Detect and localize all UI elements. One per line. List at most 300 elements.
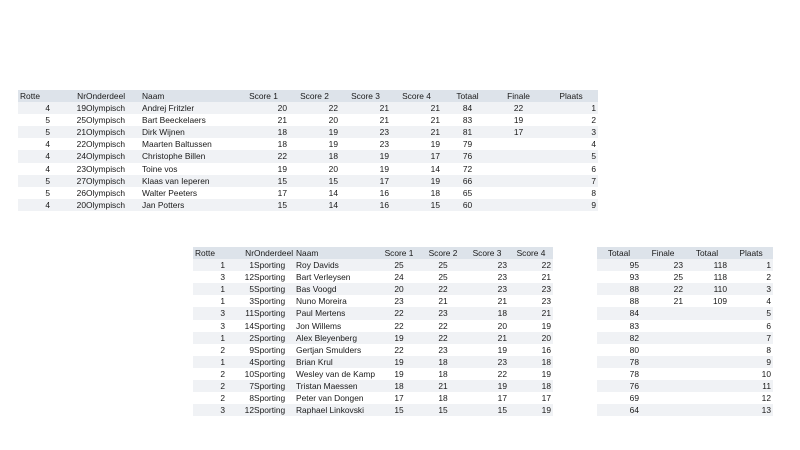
cell-rotte: 3: [193, 404, 227, 416]
cell-finale: [493, 150, 544, 162]
cell-totaal: 84: [597, 307, 641, 319]
cell-onderdeel: Sporting: [254, 404, 294, 416]
cell-naam: Walter Peeters: [140, 187, 238, 199]
cell-score-4: 16: [509, 344, 553, 356]
header-totaal: Totaal: [597, 247, 641, 259]
cell-totaal: 79: [442, 138, 493, 150]
cell-score-3: 23: [340, 126, 391, 138]
cell-gap: [553, 259, 597, 271]
cell-score-4: 22: [509, 259, 553, 271]
cell-score-3: 18: [465, 307, 509, 319]
cell-totaal-2: [685, 344, 729, 356]
cell-score-3: 20: [465, 320, 509, 332]
cell-score-4: 15: [391, 199, 442, 211]
cell-nr: 12: [227, 404, 254, 416]
cell-plaats: 2: [729, 271, 773, 283]
cell-naam: Bart Verleysen: [294, 271, 377, 283]
cell-score-4: 18: [509, 380, 553, 392]
sporting-table: [193, 247, 773, 416]
cell-plaats: 1: [544, 102, 598, 114]
cell-naam: Gertjan Smulders: [294, 344, 377, 356]
cell-score-4: 17: [391, 150, 442, 162]
cell-naam: Bas Voogd: [294, 283, 377, 295]
cell-plaats: 8: [729, 344, 773, 356]
header-finale: Finale: [641, 247, 685, 259]
cell-gap: [553, 320, 597, 332]
cell-gap: [553, 271, 597, 283]
cell-finale: [641, 332, 685, 344]
cell-totaal-2: 118: [685, 271, 729, 283]
cell-score-1: 22: [377, 344, 421, 356]
cell-rotte: 3: [193, 307, 227, 319]
cell-plaats: 11: [729, 380, 773, 392]
cell-plaats: 9: [544, 199, 598, 211]
header-totaal-2: Totaal: [685, 247, 729, 259]
cell-score-1: 24: [377, 271, 421, 283]
cell-plaats: 2: [544, 114, 598, 126]
cell-totaal-2: [685, 380, 729, 392]
cell-totaal: 64: [597, 404, 641, 416]
cell-score-2: 20: [289, 114, 340, 126]
header-onderdeel: Onderdeel: [254, 248, 294, 258]
cell-finale: 22: [641, 283, 685, 295]
cell-score-4: 20: [509, 332, 553, 344]
table-row: [193, 368, 773, 380]
cell-score-4: 23: [509, 283, 553, 295]
cell-score-1: 19: [238, 163, 289, 175]
table-row: [18, 126, 598, 138]
cell-nr: 23: [52, 163, 86, 175]
cell-naam: Raphael Linkovski: [294, 404, 377, 416]
cell-rotte: 1: [193, 295, 227, 307]
cell-nr: 9: [227, 344, 254, 356]
cell-totaal-2: [685, 404, 729, 416]
cell-finale: [641, 392, 685, 404]
table-row: [18, 163, 598, 175]
cell-score-2: 22: [289, 102, 340, 114]
cell-totaal: 72: [442, 163, 493, 175]
table-row: [18, 114, 598, 126]
cell-finale: 19: [493, 114, 544, 126]
cell-plaats: 5: [544, 150, 598, 162]
cell-onderdeel: Sporting: [254, 380, 294, 392]
cell-naam: Paul Mertens: [294, 307, 377, 319]
cell-totaal: 69: [597, 392, 641, 404]
cell-score-2: 21: [421, 295, 465, 307]
cell-score-3: 16: [340, 199, 391, 211]
cell-rotte: 1: [193, 332, 227, 344]
cell-onderdeel: Olympisch: [86, 150, 140, 162]
cell-score-1: 19: [377, 332, 421, 344]
cell-nr: 25: [52, 114, 86, 126]
cell-onderdeel: Sporting: [254, 320, 294, 332]
cell-plaats: 10: [729, 368, 773, 380]
cell-rotte: 4: [18, 102, 52, 114]
cell-totaal-2: [685, 392, 729, 404]
table-row: [18, 138, 598, 150]
cell-finale: [641, 380, 685, 392]
table-row: [18, 150, 598, 162]
cell-naam: Toine vos: [140, 163, 238, 175]
cell-score-2: 25: [421, 271, 465, 283]
cell-score-4: 19: [509, 368, 553, 380]
cell-score-1: 19: [377, 368, 421, 380]
cell-plaats: 1: [729, 259, 773, 271]
cell-gap: [553, 380, 597, 392]
cell-score-1: 22: [238, 150, 289, 162]
cell-score-2: 23: [421, 344, 465, 356]
table-row: [18, 102, 598, 114]
cell-totaal: 88: [597, 295, 641, 307]
cell-plaats: 3: [544, 126, 598, 138]
cell-score-3: 23: [465, 283, 509, 295]
table-row: [193, 283, 773, 295]
cell-naam: Jan Potters: [140, 199, 238, 211]
cell-score-2: 23: [421, 307, 465, 319]
cell-score-4: 19: [391, 175, 442, 187]
table-row: [18, 187, 598, 199]
cell-score-1: 23: [377, 295, 421, 307]
cell-naam: Andrej Fritzler: [140, 102, 238, 114]
cell-score-2: 18: [421, 392, 465, 404]
cell-score-3: 22: [465, 368, 509, 380]
cell-gap: [553, 404, 597, 416]
cell-finale: [641, 368, 685, 380]
cell-score-1: 17: [377, 392, 421, 404]
cell-score-2: 15: [289, 175, 340, 187]
cell-totaal: 76: [442, 150, 493, 162]
cell-plaats: 13: [729, 404, 773, 416]
cell-score-2: 15: [421, 404, 465, 416]
cell-nr: 4: [227, 356, 254, 368]
table-row: [18, 199, 598, 211]
cell-onderdeel: Sporting: [254, 271, 294, 283]
cell-finale: 25: [641, 271, 685, 283]
cell-score-1: 18: [377, 380, 421, 392]
cell-totaal: 95: [597, 259, 641, 271]
cell-totaal: 83: [597, 320, 641, 332]
cell-finale: [641, 320, 685, 332]
cell-finale: [493, 187, 544, 199]
header-nr: Nr: [52, 90, 86, 102]
sporting-header-row: [193, 247, 773, 259]
cell-score-3: 23: [465, 259, 509, 271]
cell-score-4: 21: [391, 126, 442, 138]
header-rotte: Rotte: [193, 247, 227, 259]
header-nr: Nr: [227, 247, 254, 259]
cell-gap: [553, 295, 597, 307]
cell-score-3: 23: [340, 138, 391, 150]
header-score-3: Score 3: [340, 90, 391, 102]
cell-onderdeel: Sporting: [254, 307, 294, 319]
cell-rotte: 4: [18, 150, 52, 162]
cell-naam: Alex Bleyenberg: [294, 332, 377, 344]
cell-score-1: 17: [238, 187, 289, 199]
cell-score-4: 19: [391, 138, 442, 150]
cell-score-4: 18: [509, 356, 553, 368]
cell-score-2: 22: [421, 283, 465, 295]
cell-score-3: 21: [340, 102, 391, 114]
cell-finale: [493, 163, 544, 175]
cell-nr: 24: [52, 150, 86, 162]
cell-finale: 17: [493, 126, 544, 138]
cell-score-2: 18: [289, 150, 340, 162]
cell-finale: [493, 199, 544, 211]
cell-totaal: 65: [442, 187, 493, 199]
olympisch-table: [18, 90, 598, 211]
cell-rotte: 4: [18, 163, 52, 175]
header-score-4: Score 4: [391, 90, 442, 102]
cell-score-1: 15: [238, 175, 289, 187]
cell-nr: 11: [227, 307, 254, 319]
cell-nr: 27: [52, 175, 86, 187]
table-row: [193, 356, 773, 368]
cell-onderdeel: Sporting: [254, 283, 294, 295]
cell-nr: 26: [52, 187, 86, 199]
table-row: [193, 307, 773, 319]
cell-totaal: 80: [597, 344, 641, 356]
cell-naam: Peter van Dongen: [294, 392, 377, 404]
cell-score-3: 19: [340, 163, 391, 175]
cell-score-1: 20: [238, 102, 289, 114]
cell-plaats: 9: [729, 356, 773, 368]
cell-gap: [553, 283, 597, 295]
cell-score-3: 21: [465, 332, 509, 344]
cell-score-4: 21: [391, 102, 442, 114]
cell-finale: [641, 404, 685, 416]
header-onderdeel: Onderdeel: [86, 90, 140, 102]
cell-finale: [493, 175, 544, 187]
cell-totaal: 60: [442, 199, 493, 211]
cell-totaal-2: 110: [685, 283, 729, 295]
cell-onderdeel: Sporting: [254, 356, 294, 368]
cell-totaal: 83: [442, 114, 493, 126]
cell-finale: 23: [641, 259, 685, 271]
cell-gap: [553, 307, 597, 319]
cell-gap: [553, 392, 597, 404]
cell-onderdeel: Sporting: [254, 392, 294, 404]
cell-score-3: 23: [465, 271, 509, 283]
cell-score-2: 20: [289, 163, 340, 175]
cell-plaats: 3: [729, 283, 773, 295]
cell-score-3: 16: [340, 187, 391, 199]
cell-rotte: 4: [18, 199, 52, 211]
cell-onderdeel: Olympisch: [86, 114, 140, 126]
cell-onderdeel: Olympisch: [86, 126, 140, 138]
table-row: [193, 320, 773, 332]
cell-score-3: 17: [465, 392, 509, 404]
header-plaats: Plaats: [729, 247, 773, 259]
cell-totaal: 66: [442, 175, 493, 187]
cell-onderdeel: Sporting: [254, 295, 294, 307]
table-row: [193, 404, 773, 416]
cell-score-1: 19: [377, 356, 421, 368]
cell-score-4: 19: [509, 320, 553, 332]
cell-score-1: 15: [377, 404, 421, 416]
cell-score-3: 19: [340, 150, 391, 162]
cell-rotte: 5: [18, 126, 52, 138]
cell-naam: Nuno Moreira: [294, 295, 377, 307]
cell-onderdeel: Olympisch: [86, 187, 140, 199]
cell-score-4: 19: [509, 404, 553, 416]
cell-finale: [493, 138, 544, 150]
cell-score-3: 19: [465, 344, 509, 356]
cell-rotte: 3: [193, 271, 227, 283]
cell-rotte: 1: [193, 356, 227, 368]
header-gap: [553, 247, 597, 259]
cell-score-3: 15: [465, 404, 509, 416]
cell-onderdeel: Sporting: [254, 368, 294, 380]
cell-nr: 10: [227, 368, 254, 380]
cell-nr: 19: [52, 102, 86, 114]
cell-rotte: 2: [193, 380, 227, 392]
cell-nr: 14: [227, 320, 254, 332]
cell-nr: 20: [52, 199, 86, 211]
cell-score-1: 15: [238, 199, 289, 211]
header-finale: Finale: [493, 90, 544, 102]
cell-score-3: 17: [340, 175, 391, 187]
table-row: [193, 380, 773, 392]
cell-score-2: 18: [421, 356, 465, 368]
table-row: [193, 344, 773, 356]
table-row: [193, 392, 773, 404]
cell-score-1: 22: [377, 320, 421, 332]
cell-naam: Tristan Maessen: [294, 380, 377, 392]
cell-totaal: 93: [597, 271, 641, 283]
cell-score-2: 19: [289, 126, 340, 138]
cell-score-2: 14: [289, 199, 340, 211]
cell-totaal-2: [685, 356, 729, 368]
olympisch-header-row: [18, 90, 598, 102]
cell-finale: 21: [641, 295, 685, 307]
cell-score-1: 21: [238, 114, 289, 126]
cell-totaal: 82: [597, 332, 641, 344]
header-totaal: Totaal: [442, 90, 493, 102]
cell-finale: [641, 344, 685, 356]
cell-naam: Brian Krul: [294, 356, 377, 368]
cell-score-4: 18: [391, 187, 442, 199]
cell-rotte: 4: [18, 138, 52, 150]
cell-totaal-2: 118: [685, 259, 729, 271]
cell-finale: [641, 307, 685, 319]
cell-onderdeel: Sporting: [254, 259, 294, 271]
cell-nr: 21: [52, 126, 86, 138]
header-score-2: Score 2: [421, 247, 465, 259]
table-row: [18, 175, 598, 187]
cell-score-3: 21: [340, 114, 391, 126]
cell-score-4: 21: [509, 307, 553, 319]
cell-rotte: 3: [193, 320, 227, 332]
cell-naam: Jon Willems: [294, 320, 377, 332]
cell-rotte: 1: [193, 283, 227, 295]
cell-totaal: 78: [597, 356, 641, 368]
cell-totaal-2: 109: [685, 295, 729, 307]
cell-plaats: 6: [544, 163, 598, 175]
cell-score-2: 19: [289, 138, 340, 150]
cell-score-3: 21: [465, 295, 509, 307]
cell-plaats: 6: [729, 320, 773, 332]
cell-totaal: 76: [597, 380, 641, 392]
cell-gap: [553, 344, 597, 356]
cell-nr: 7: [227, 380, 254, 392]
cell-naam: Roy Davids: [294, 259, 377, 271]
cell-rotte: 2: [193, 368, 227, 380]
cell-score-4: 21: [391, 114, 442, 126]
cell-naam: Wesley van de Kamp: [294, 368, 377, 380]
cell-totaal-2: [685, 332, 729, 344]
cell-score-1: 20: [377, 283, 421, 295]
cell-score-2: 22: [421, 320, 465, 332]
cell-rotte: 2: [193, 392, 227, 404]
cell-finale: 22: [493, 102, 544, 114]
cell-gap: [553, 356, 597, 368]
cell-rotte: 5: [18, 175, 52, 187]
cell-score-2: 21: [421, 380, 465, 392]
cell-gap: [553, 368, 597, 380]
cell-onderdeel: Sporting: [254, 332, 294, 344]
cell-plaats: 4: [729, 295, 773, 307]
cell-totaal: 78: [597, 368, 641, 380]
header-rotte: Rotte: [18, 90, 52, 102]
header-score-1: Score 1: [238, 90, 289, 102]
cell-onderdeel: Olympisch: [86, 138, 140, 150]
cell-totaal: 88: [597, 283, 641, 295]
cell-score-4: 21: [509, 271, 553, 283]
cell-totaal-2: [685, 320, 729, 332]
cell-score-1: 25: [377, 259, 421, 271]
cell-nr: 1: [227, 259, 254, 271]
cell-plaats: 7: [544, 175, 598, 187]
cell-score-2: 25: [421, 259, 465, 271]
cell-score-1: 18: [238, 126, 289, 138]
cell-gap: [553, 332, 597, 344]
cell-plaats: 4: [544, 138, 598, 150]
header-score-4: Score 4: [509, 247, 553, 259]
cell-naam: Maarten Baltussen: [140, 138, 238, 150]
cell-naam: Christophe Billen: [140, 150, 238, 162]
table-row: [193, 295, 773, 307]
cell-plaats: 8: [544, 187, 598, 199]
cell-onderdeel: Olympisch: [86, 175, 140, 187]
cell-score-2: 18: [421, 368, 465, 380]
header-plaats: Plaats: [544, 90, 598, 102]
cell-nr: 8: [227, 392, 254, 404]
cell-finale: [641, 356, 685, 368]
cell-onderdeel: Sporting: [254, 344, 294, 356]
cell-rotte: 1: [193, 259, 227, 271]
cell-plaats: 12: [729, 392, 773, 404]
table-row: [193, 271, 773, 283]
cell-plaats: 7: [729, 332, 773, 344]
cell-score-2: 22: [421, 332, 465, 344]
cell-score-2: 14: [289, 187, 340, 199]
cell-naam: Dirk Wijnen: [140, 126, 238, 138]
header-naam: Naam: [294, 247, 377, 259]
table-row: [193, 332, 773, 344]
cell-naam: Klaas van Ieperen: [140, 175, 238, 187]
cell-onderdeel: Olympisch: [86, 102, 140, 114]
cell-onderdeel: Olympisch: [86, 199, 140, 211]
cell-score-1: 18: [238, 138, 289, 150]
cell-totaal: 81: [442, 126, 493, 138]
cell-score-1: 22: [377, 307, 421, 319]
cell-nr: 22: [52, 138, 86, 150]
cell-score-3: 23: [465, 356, 509, 368]
header-score-2: Score 2: [289, 90, 340, 102]
cell-naam: Bart Beeckelaers: [140, 114, 238, 126]
cell-score-3: 19: [465, 380, 509, 392]
cell-score-4: 14: [391, 163, 442, 175]
